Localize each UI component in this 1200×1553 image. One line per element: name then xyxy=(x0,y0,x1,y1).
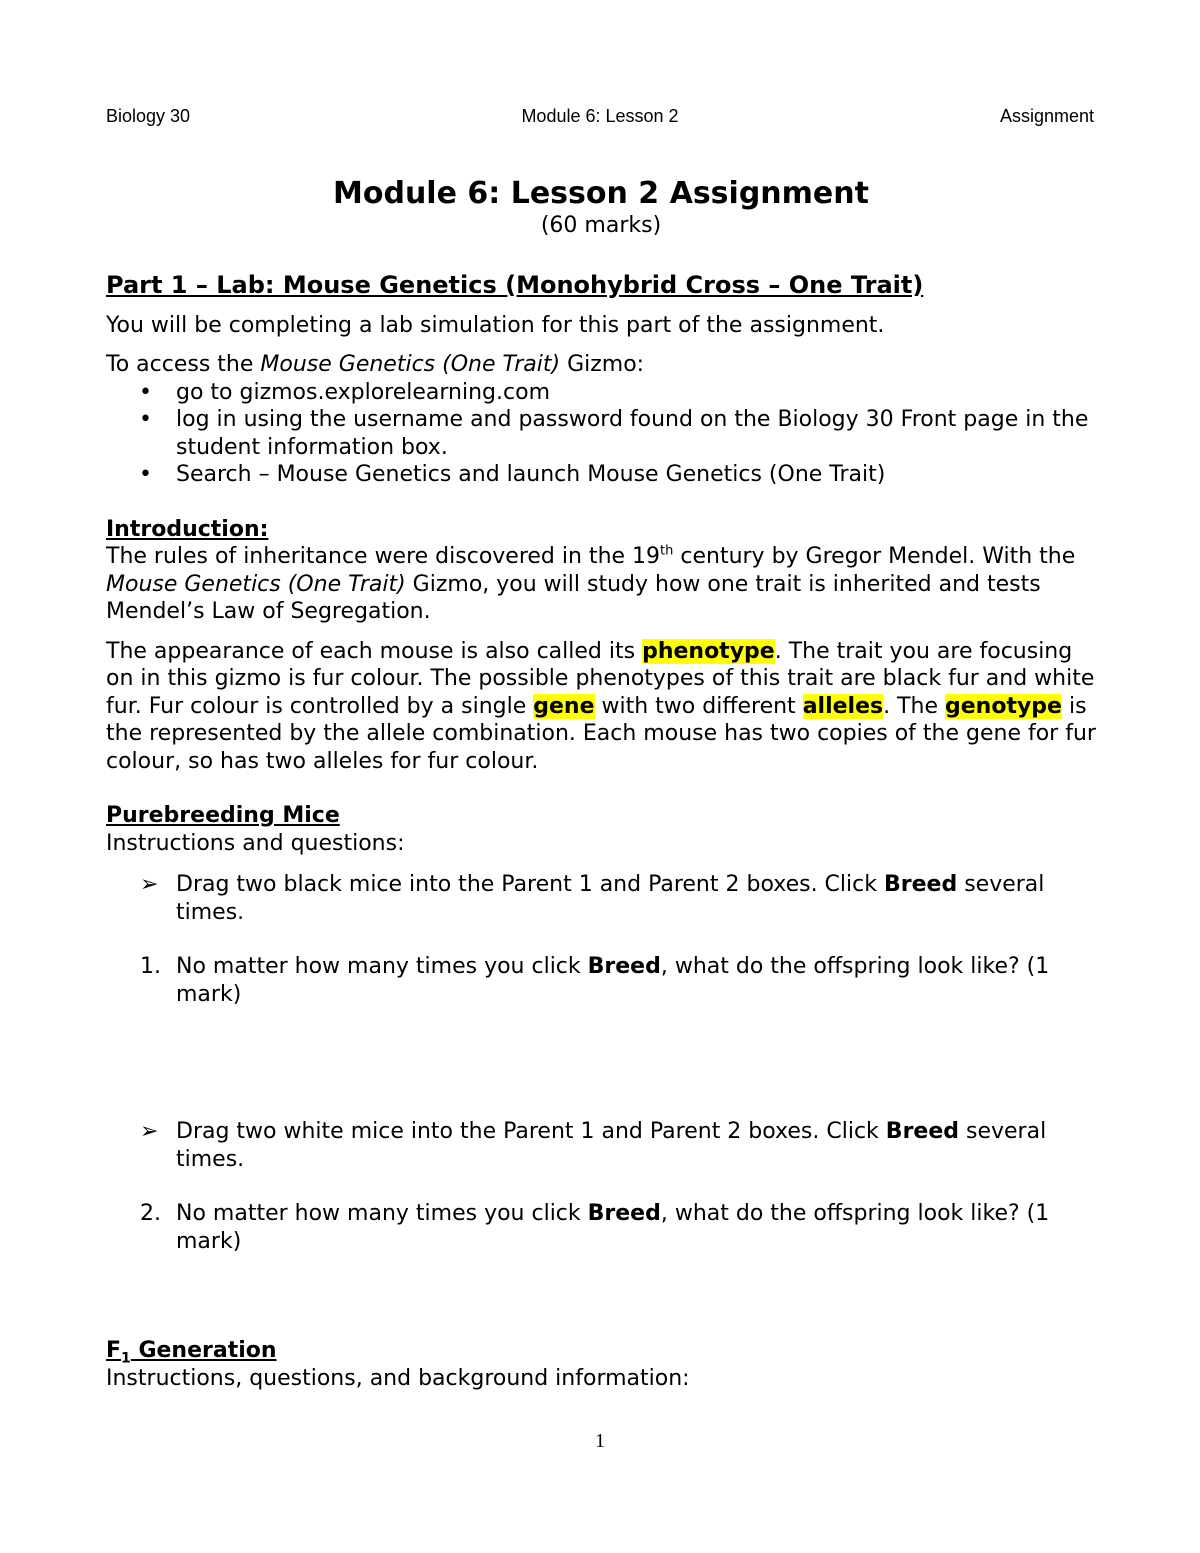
bullet-icon: • xyxy=(139,462,152,487)
introduction-paragraph-1: The rules of inheritance were discovered in the 19th century by Gregor Mendel. With the Mouse Genetics (One Trait) Gizmo, you will study how one trait is inherited and tests Mendel’s Law of Segregation. xyxy=(106,543,1076,624)
header-course: Biology 30 xyxy=(106,106,191,126)
introduction-paragraph-2: The appearance of each mouse is also called its phenotype. The trait you are focusing on in this gizmo is fur colour. The possible phenotypes of this trait are black fur and white fur. Fur colour is controlled by a single gene with two different alleles. The genotype is the represented by the allele combination. Each mouse has two copies of the gene for fur colour, so has two alleles for fur colour. xyxy=(106,638,1096,774)
page-title: Module 6: Lesson 2 Assignment xyxy=(333,176,869,211)
list-item: • log in using the username and password found on the Biology 30 Front page in the student information box. xyxy=(139,407,1089,460)
question-1: 1. No matter how many times you click Breed, what do the offspring look like? (1 mark) xyxy=(140,954,1050,1007)
total-marks: (60 marks) xyxy=(540,213,662,238)
purebreeding-subheading: Instructions and questions: xyxy=(106,830,405,856)
intro-line: You will be completing a lab simulation for this part of the assignment. xyxy=(106,312,885,338)
access-steps xyxy=(106,379,1096,489)
highlight-phenotype: phenotype xyxy=(642,638,775,664)
highlight-alleles: alleles xyxy=(802,693,884,719)
highlight-genotype: genotype xyxy=(945,693,1062,719)
access-line: To access the Mouse Genetics (One Trait) Gizmo: xyxy=(106,352,645,377)
introduction-heading: Introduction: xyxy=(106,516,269,542)
instruction-step-2: ➢ Drag two white mice into the Parent 1 and Parent 2 boxes. Click Breed several times. xyxy=(140,1119,1047,1172)
header-module: Module 6: Lesson 2 xyxy=(521,106,679,126)
bullet-icon: • xyxy=(139,407,152,432)
page-number: 1 xyxy=(595,1430,605,1452)
list-item: • go to gizmos.explorelearning.com xyxy=(139,379,550,405)
header-type: Assignment xyxy=(999,106,1094,126)
question-2: 2. No matter how many times you click Breed, what do the offspring look like? (1 mark) xyxy=(140,1201,1050,1254)
instruction-step-1: ➢ Drag two black mice into the Parent 1 and Parent 2 boxes. Click Breed several times. xyxy=(140,872,1045,925)
f1-heading: $F_1$ Generation xyxy=(106,1338,277,1367)
purebreeding-heading: Purebreeding Mice xyxy=(106,803,340,828)
document-body xyxy=(106,176,1096,1392)
arrow-bullet-icon: ➢ xyxy=(140,872,159,897)
bullet-icon: • xyxy=(139,379,152,405)
highlight-gene: gene xyxy=(533,693,595,719)
f1-subheading: Instructions, questions, and background information: xyxy=(106,1365,690,1391)
part-heading: Part 1 – Lab: Mouse Genetics (Monohybrid Cross – One Trait) xyxy=(106,270,924,299)
list-item: • Search – Mouse Genetics and launch Mouse Genetics (One Trait) xyxy=(139,462,886,487)
arrow-bullet-icon: ➢ xyxy=(140,1119,159,1144)
